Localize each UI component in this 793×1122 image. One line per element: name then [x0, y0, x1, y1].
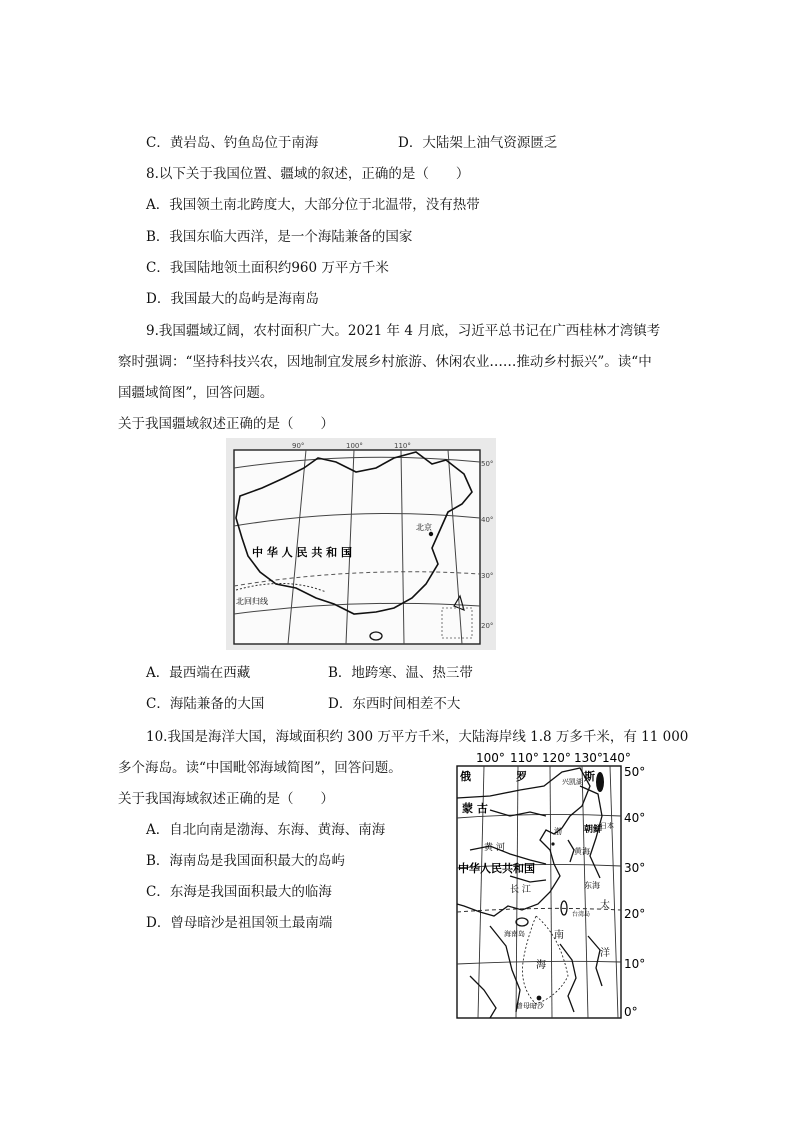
map2-lon-130: 130°	[574, 751, 603, 765]
map2-lat-30: 30°	[624, 861, 646, 875]
q8-option-c: C．我国陆地领土面积约960 万平方千米	[146, 260, 389, 276]
q9-option-d: D．东西时间相差不大	[328, 696, 461, 712]
map2-zengmu: 曾母暗沙	[516, 1002, 544, 1010]
q9-stem-line1: 9.我国疆域辽阔，农村面积广大。2021 年 4 月底，习近平总书记在广西桂林才湾镇考	[146, 323, 661, 339]
map2-lon-110: 110°	[510, 751, 539, 765]
map2-korea: 朝鲜	[584, 825, 603, 835]
map1-tropic-label: 北回归线	[236, 597, 268, 606]
map1-lon-100: 100°	[346, 442, 363, 450]
map2-yellow-sea: 黄海	[574, 847, 590, 856]
map2-khanka: 兴凯湖	[562, 778, 583, 786]
q9-option-a: A．最西端在西藏	[146, 665, 251, 681]
map1-lat-40: 40°	[481, 516, 494, 524]
q10-sub-question: 关于我国海域叙述正确的是（ ）	[118, 791, 334, 807]
china-seas-map	[450, 746, 656, 1024]
map2-lat-20: 20°	[624, 907, 646, 921]
q9-sub-question: 关于我国疆域叙述正确的是（ ）	[118, 416, 334, 432]
map2-russia-3: 斯	[584, 770, 595, 783]
map1-lon-110: 110°	[394, 442, 411, 450]
map2-japan: 日本	[600, 822, 614, 830]
map2-east-sea: 东海	[584, 881, 600, 890]
map2-pacific-2: 洋	[600, 948, 610, 959]
map2-lon-120: 120°	[542, 751, 571, 765]
map2-lat-0: 0°	[624, 1005, 638, 1019]
map1-lat-50: 50°	[481, 460, 494, 468]
q7-option-d: D．大陆架上油气资源匮乏	[398, 135, 558, 151]
map2-russia-1: 俄	[460, 770, 471, 783]
q10-stem-line2: 多个海岛。读“中国毗邻海域简图”，回答问题。	[118, 760, 402, 776]
map2-yellow-river: 黄 河	[484, 843, 505, 853]
q10-option-b: B．海南岛是我国面积最大的岛屿	[146, 853, 345, 869]
map2-lat-10: 10°	[624, 957, 646, 971]
map2-lon-100: 100°	[476, 751, 505, 765]
map2-russia-2: 罗	[516, 770, 527, 783]
map1-country-label: 中 华 人 民 共 和 国	[252, 546, 352, 559]
map2-hainan: 海南岛	[504, 930, 525, 938]
china-territory-map	[226, 438, 496, 650]
q9-option-c: C．海陆兼备的大国	[146, 696, 265, 712]
map2-china: 中华人民共和国	[458, 862, 535, 875]
map2-lat-40: 40°	[624, 811, 646, 825]
q9-option-b: B．地跨寒、温、热三带	[328, 665, 473, 681]
q8-stem: 8.以下关于我国位置、疆域的叙述，正确的是（ ）	[146, 166, 470, 182]
map2-mongolia: 蒙 古	[462, 802, 488, 815]
map1-capital-label: 北京	[416, 523, 432, 532]
q10-stem-line1: 10.我国是海洋大国，海域面积约 300 万平方千米，大陆海岸线 1.8 万多千米，有 11 000	[146, 729, 689, 745]
map2-south-sea-2: 海	[536, 960, 546, 971]
q9-stem-line2: 察时强调：“坚持科技兴农，因地制宜发展乡村旅游、休闲农业……推动乡村振兴”。读“中	[118, 354, 652, 370]
q8-option-d: D．我国最大的岛屿是海南岛	[146, 291, 319, 307]
map2-lon-140: 140°	[602, 751, 631, 765]
q8-option-a: A．我国领土南北跨度大，大部分位于北温带，没有热带	[146, 197, 480, 213]
q8-option-b: B．我国东临大西洋，是一个海陆兼备的国家	[146, 229, 413, 245]
q10-option-a: A．自北向南是渤海、东海、黄海、南海	[146, 822, 386, 838]
map1-lon-90: 90°	[292, 442, 305, 450]
q10-option-d: D．曾母暗沙是祖国领土最南端	[146, 915, 333, 931]
q7-option-c: C．黄岩岛、钓鱼岛位于南海	[146, 135, 319, 151]
map2-south-sea-1: 南	[554, 930, 564, 941]
map2-bohai: 渤	[554, 827, 562, 836]
map2-yangtze: 长 江	[510, 885, 531, 895]
map1-lat-30: 30°	[481, 572, 494, 580]
map1-lat-20: 20°	[481, 622, 494, 630]
q10-option-c: C．东海是我国面积最大的临海	[146, 884, 332, 900]
map2-lat-50: 50°	[624, 765, 646, 779]
map2-pacific-1: 太	[600, 900, 610, 911]
q9-stem-line3: 国疆域简图”，回答问题。	[118, 385, 274, 401]
map2-taiwan: 台湾岛	[572, 911, 591, 918]
